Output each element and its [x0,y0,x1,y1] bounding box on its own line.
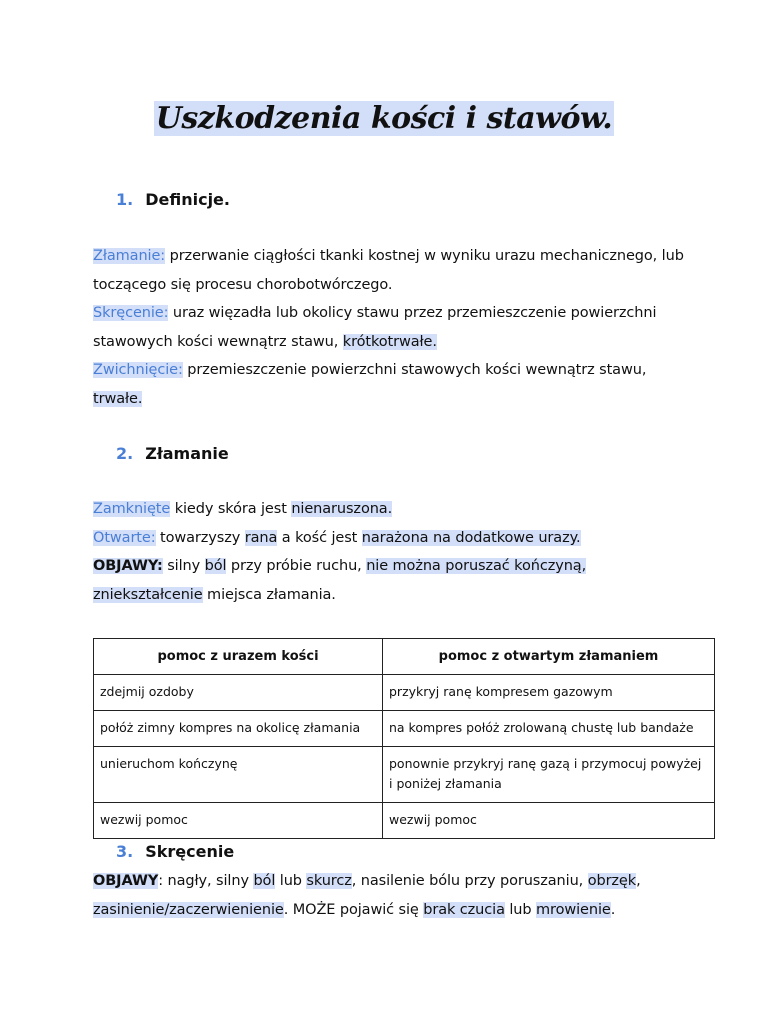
table-header: pomoc z otwartym złamaniem [383,639,715,675]
table-cell: na kompres połóż zrolowaną chustę lub bandaże [383,711,715,747]
symptoms-highlight: ból [204,558,227,575]
symptoms-text: , [636,873,641,889]
section-heading-sprain [116,840,234,864]
open-highlight: narażona na dodatkowe urazy. [361,529,581,546]
table-cell: zdejmij ozdoby [94,675,383,711]
section-title: Skręcenie [145,842,235,861]
sprain-paragraph [93,867,693,924]
symptoms-highlight: ból [253,873,276,889]
sprain-label: Skręcenie: [93,305,169,322]
symptoms-text: , nasilenie bólu przy poruszaniu, [351,873,588,889]
symptoms-label: OBJAWY: [93,558,163,575]
fracture-text: przerwanie ciągłości tkanki kostnej w wyniku urazu mechanicznego, lub toczącego się procesu chorobotwórczego. [93,248,684,293]
symptoms-text: miejsca złamania. [202,586,336,603]
table-header-row [94,639,715,675]
table-cell: przykryj ranę kompresem gazowym [383,675,715,711]
dislocation-label: Zwichnięcie: [93,362,183,379]
symptoms-highlight: obrzęk [587,873,637,889]
page-title [0,98,768,140]
symptoms-text: . MOŻE pojawić się [283,901,424,918]
section-title: Złamanie [145,444,229,463]
symptoms-highlight: mrowienie [536,901,611,918]
sprain-highlight: krótkotrwałe. [342,333,437,350]
table-row [94,711,715,747]
open-text: towarzyszy [155,529,245,546]
symptoms-highlight: zniekształcenie [93,586,203,603]
symptoms-highlight: brak czucia [423,901,505,918]
section-heading-definitions [116,188,230,212]
table-header: pomoc z urazem kości [94,639,383,675]
symptoms-text: : nagły, silny [158,873,254,889]
section-title: Definicje. [145,190,230,209]
table-cell: unieruchom kończynę [94,747,383,803]
symptoms-text: silny [162,558,205,575]
table-row [94,803,715,839]
fracture-paragraph [93,495,693,609]
table-cell: połóż zimny kompres na okolicę złamania [94,711,383,747]
dislocation-text: przemieszczenie powierzchni stawowych kości wewnątrz stawu, [182,362,647,379]
table-cell: wezwij pomoc [383,803,715,839]
open-highlight: rana [244,529,278,546]
symptoms-highlight: nie można poruszać kończyną, [366,558,587,575]
closed-text: kiedy skóra jest [170,501,292,517]
first-aid-table [93,638,715,839]
table-row [94,747,715,803]
table-row [94,675,715,711]
symptoms-text: lub [275,873,307,889]
symptoms-label: OBJAWY [93,873,159,889]
symptoms-text: przy próbie ruchu, [226,558,367,575]
fracture-label: Złamanie: [93,248,166,264]
symptoms-highlight: skurcz [306,873,352,889]
section-heading-fracture [116,442,229,466]
definitions-paragraph [93,242,693,414]
closed-highlight: nienaruszona. [291,501,393,517]
closed-label: Zamknięte [93,501,171,517]
section-number: 1. [116,190,134,209]
sprain-text: uraz więzadła lub okolicy stawu przez przemieszczenie powierzchni stawowych kości wewnątrz stawu, [93,305,657,350]
section-number: 2. [116,444,134,463]
open-text: a kość jest [277,529,362,546]
symptoms-text: lub [504,901,537,918]
section-number: 3. [116,842,134,861]
symptoms-highlight: zasinienie/zaczerwienienie [93,901,284,918]
open-label: Otwarte: [93,529,156,546]
dislocation-highlight: trwałe. [93,390,143,407]
symptoms-text: . [610,901,616,918]
table-cell: wezwij pomoc [94,803,383,839]
table-cell: ponownie przykryj ranę gazą i przymocuj powyżej i poniżej złamania [383,747,715,803]
page-title-text: Uszkodzenia kości i stawów. [155,101,613,136]
